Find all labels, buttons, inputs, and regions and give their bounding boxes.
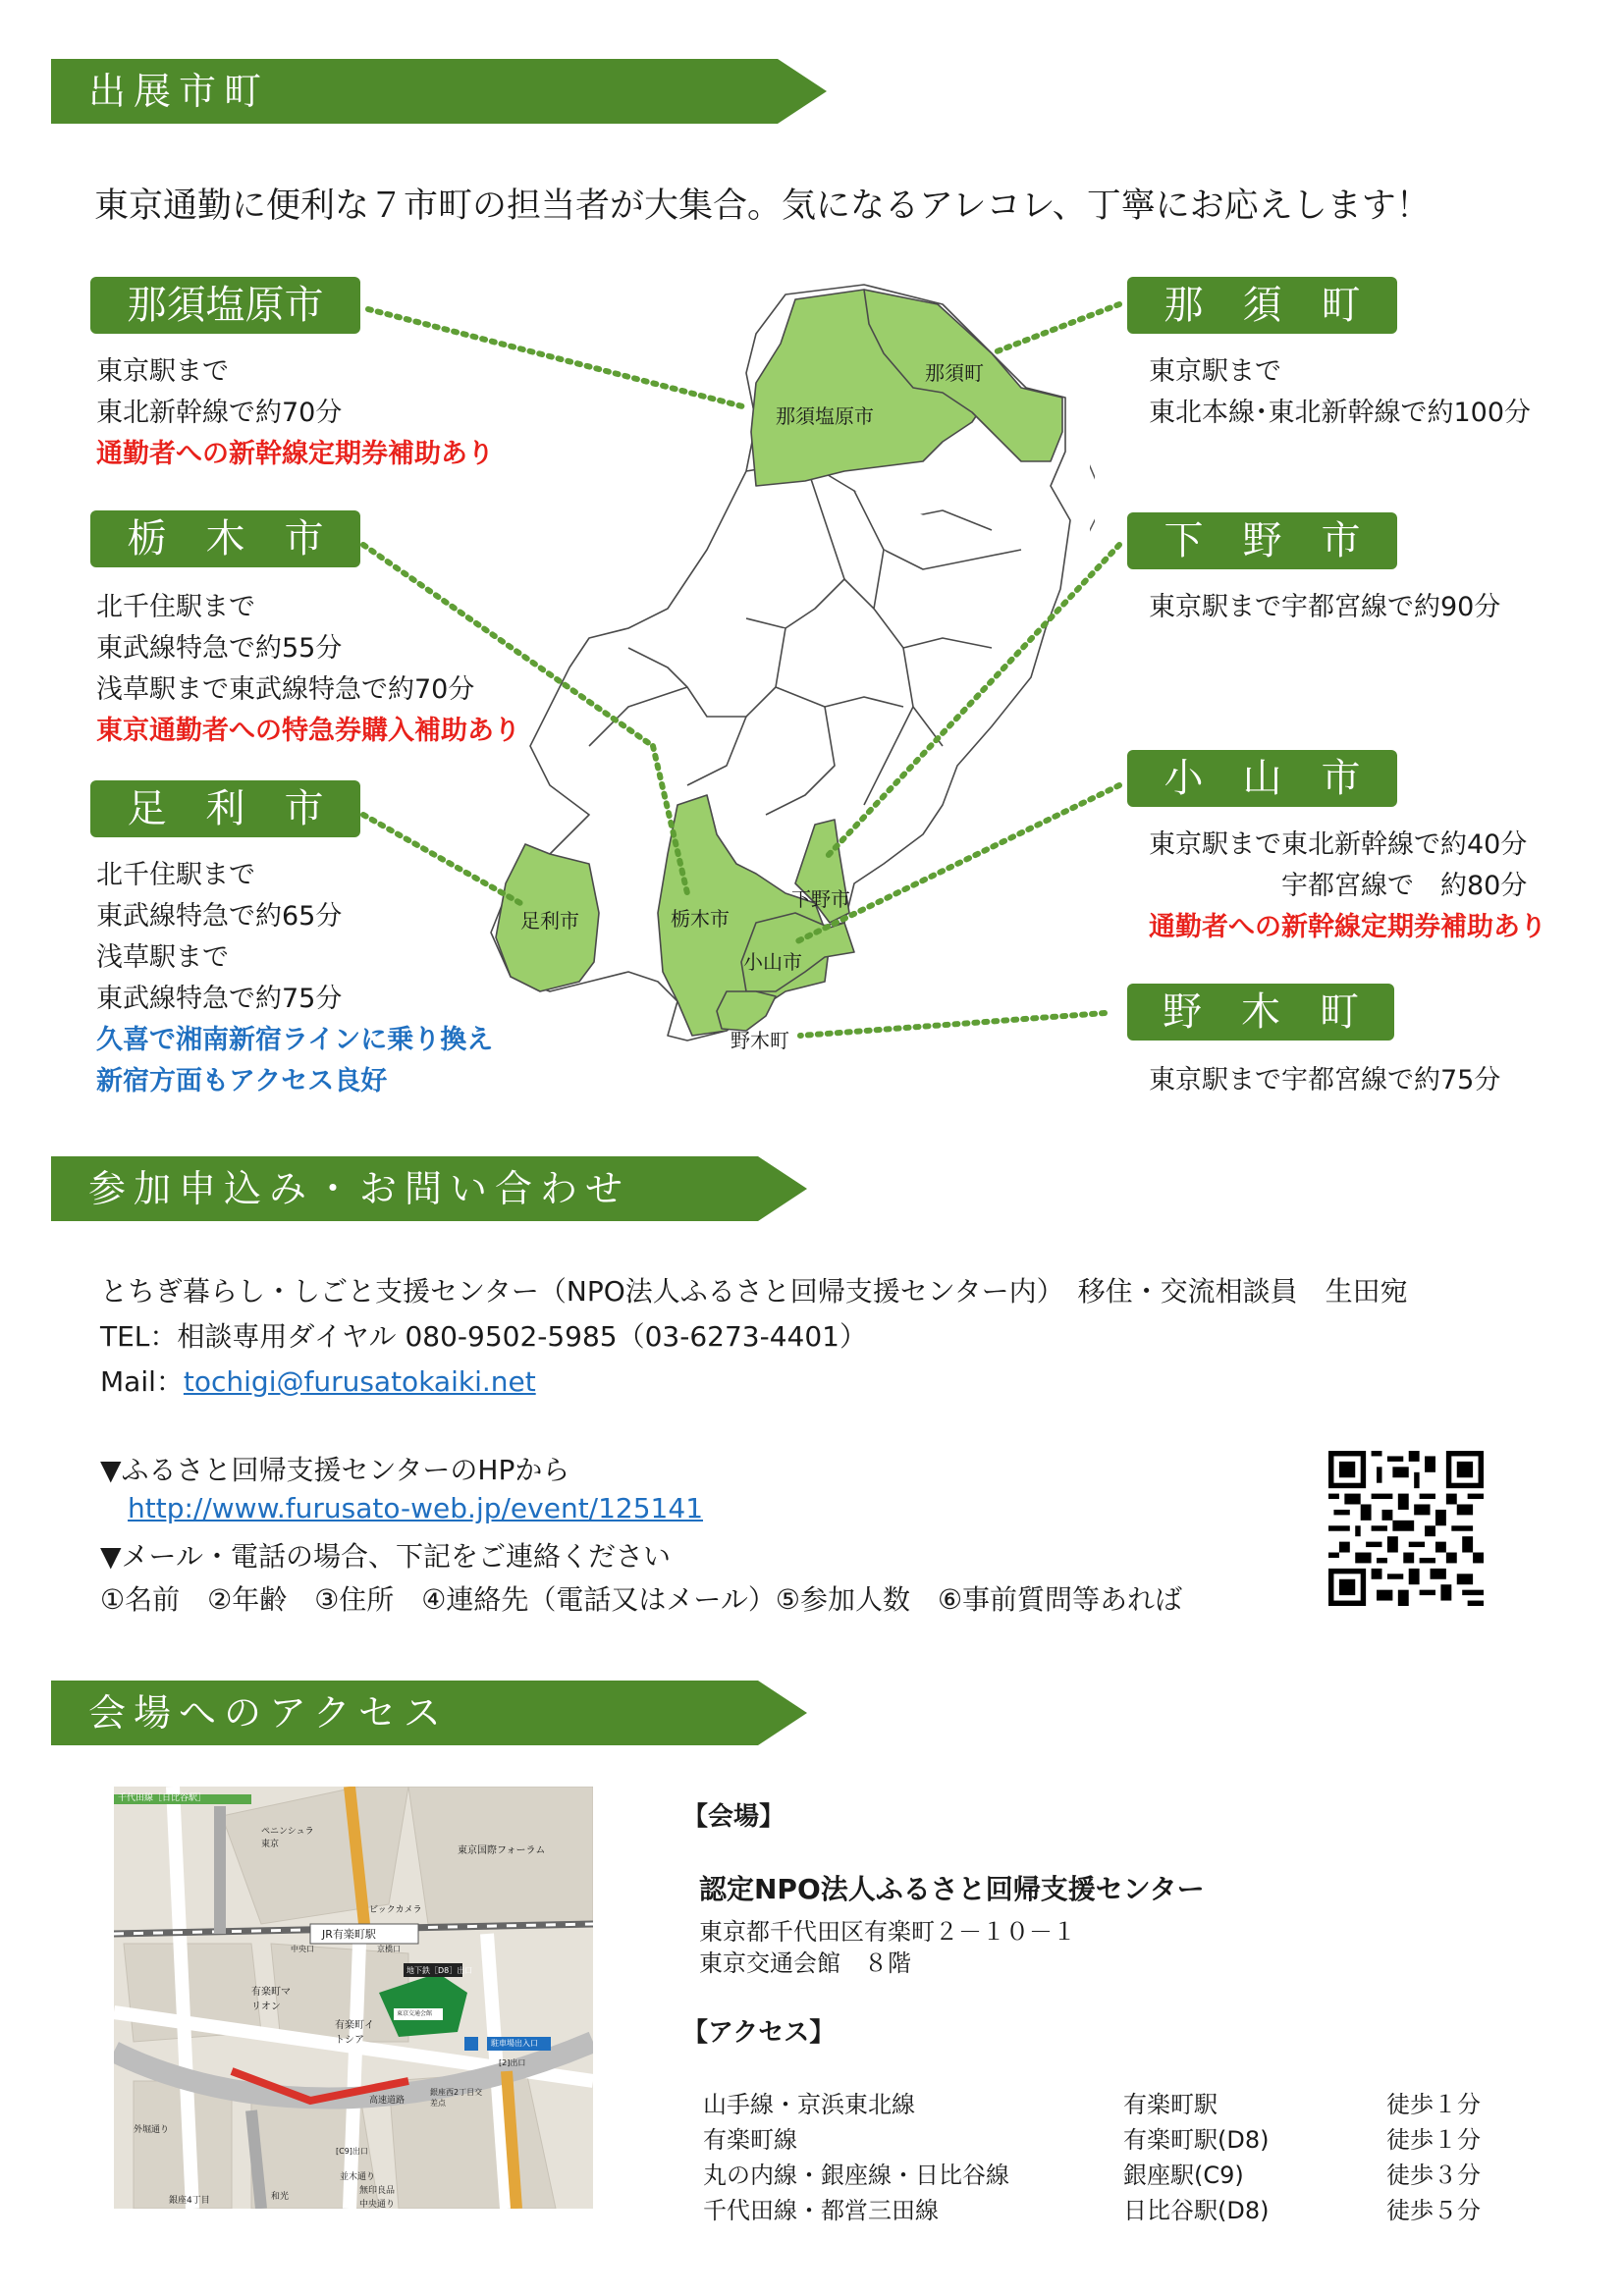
map-label-ginza4: 銀座4丁目 bbox=[169, 2196, 210, 2206]
info-nasu: 東京駅まで 東北本線･東北新幹線で約100分 bbox=[1149, 356, 1532, 428]
map-label-chiyoda: 千代田線［日比谷駅］ bbox=[118, 1793, 207, 1803]
map-label-kotsu: 東京交通会館 bbox=[397, 2010, 433, 2017]
phone-label: ▼メール・電話の場合、下記をご連絡ください bbox=[100, 1540, 671, 1573]
contact-org: とちぎ暮らし・しごと支援センター（NPO法人ふるさと回帰支援センター内） 移住・交流相談員 生田宛 bbox=[100, 1275, 1408, 1308]
contact-mail-row bbox=[100, 1361, 536, 1400]
venue-address1: 東京都千代田区有楽町２－１０－１ bbox=[699, 1918, 1076, 1946]
map-label-mujirushi: 無印良品 bbox=[359, 2186, 396, 2196]
info-nasushiobara: 東京駅まで 東北新幹線で約70分 通勤者への新幹線定期券補助あり bbox=[96, 356, 494, 469]
badge-nasushiobara: 那須塩原市 bbox=[90, 277, 360, 334]
route-walk-0: 徒歩１分 bbox=[1386, 2091, 1481, 2118]
map-label-shimotsuke: 下野市 bbox=[791, 887, 850, 911]
badge-nasu: 那 須 町 bbox=[1127, 277, 1397, 334]
map-label-parking: 駐車場出入口 bbox=[491, 2039, 538, 2048]
map-label-kyobashi-exit: 京橋口 bbox=[377, 1945, 401, 1953]
access-label: 【アクセス】 bbox=[682, 2018, 836, 2048]
map-label-exit2: [2]出口 bbox=[499, 2058, 526, 2067]
map-label-sotobori: 外堀通り bbox=[134, 2125, 170, 2135]
map-label-itocia: 有楽町イトシア bbox=[335, 2020, 374, 2046]
section-title: 会場へのアクセス bbox=[88, 1691, 449, 1735]
badge-shimotsuke: 下 野 市 bbox=[1127, 512, 1397, 569]
map-label-tochigi: 栃木市 bbox=[671, 907, 730, 931]
map-label-oyama: 小山市 bbox=[743, 950, 802, 974]
route-walk-2: 徒歩３分 bbox=[1386, 2162, 1481, 2189]
info-oyama: 東京駅まで東北新幹線で約40分 宇都宮線で 約80分 通勤者への新幹線定期券補助あり bbox=[1149, 829, 1546, 942]
badge-ashikaga: 足 利 市 bbox=[90, 780, 360, 837]
section-header-application bbox=[51, 1156, 807, 1221]
route-line-1: 有楽町線 bbox=[703, 2126, 797, 2154]
route-station-3: 日比谷駅(D8) bbox=[1123, 2197, 1270, 2224]
map-label-nasu: 那須町 bbox=[925, 361, 984, 385]
info-shimotsuke: 東京駅まで宇都宮線で約90分 bbox=[1149, 592, 1501, 622]
map-label-subway: 地下鉄［D8］出口 bbox=[406, 1966, 473, 1975]
map-label-c9: [C9]出口 bbox=[336, 2147, 368, 2156]
route-walk-3: 徒歩５分 bbox=[1386, 2197, 1481, 2224]
required-items: ①名前 ②年齢 ③住所 ④連絡先（電話又はメール）⑤参加人数 ⑥事前質問等あれば bbox=[100, 1583, 1183, 1616]
route-line-3: 千代田線・都営三田線 bbox=[703, 2197, 939, 2224]
contact-tel: TEL：相談専用ダイヤル 080-9502-5985（03-6273-4401） bbox=[100, 1320, 867, 1353]
map-label-nogi: 野木町 bbox=[731, 1029, 789, 1052]
badge-tochigi: 栃 木 市 bbox=[90, 510, 360, 567]
info-nogi: 東京駅まで宇都宮線で約75分 bbox=[1149, 1065, 1501, 1095]
map-label-peninsula: ペニンシュラ東京 bbox=[261, 1827, 314, 1849]
route-walk-1: 徒歩１分 bbox=[1386, 2126, 1481, 2154]
route-station-0: 有楽町駅 bbox=[1123, 2091, 1218, 2118]
venue-label: 【会場】 bbox=[682, 1802, 785, 1832]
map-label-marion: 有楽町マリオン bbox=[251, 1987, 291, 2012]
route-station-1: 有楽町駅(D8) bbox=[1123, 2126, 1270, 2154]
section-title: 参加申込み・お問い合わせ bbox=[88, 1167, 631, 1210]
badge-oyama: 小 山 市 bbox=[1127, 750, 1397, 807]
map-label-namiki: 並木通り bbox=[340, 2172, 376, 2182]
access-map bbox=[114, 1787, 593, 2209]
venue-address2: 東京交通会館 ８階 bbox=[699, 1949, 911, 1977]
qr-code-icon[interactable] bbox=[1328, 1451, 1484, 1606]
hp-label: ▼ふるさと回帰支援センターのHPから bbox=[100, 1454, 570, 1486]
section-title: 出展市町 bbox=[88, 70, 270, 113]
mail-label: Mail： bbox=[100, 1365, 184, 1398]
map-label-bic: ビックカメラ bbox=[369, 1905, 422, 1915]
map-label-forum: 東京国際フォーラム bbox=[458, 1845, 546, 1856]
map-label-jr-station: JR有楽町駅 bbox=[322, 1928, 376, 1941]
route-station-2: 銀座駅(C9) bbox=[1123, 2162, 1244, 2189]
map-label-ashikaga: 足利市 bbox=[520, 909, 579, 933]
map-label-koso: 高速道路 bbox=[369, 2096, 406, 2106]
info-ashikaga: 北千住駅まで 東武線特急で約65分 浅草駅まで 東武線特急で約75分 久喜で湘南新宿ラインに乗り換え 新宿方面もアクセス良好 bbox=[96, 860, 494, 1096]
mail-link[interactable]: tochigi@furusatokaiki.net bbox=[183, 1365, 536, 1398]
intro-text: 東京通勤に便利な７市町の担当者が大集合。気になるアレコレ、丁寧にお応えします！ bbox=[94, 187, 1431, 226]
section-header-access bbox=[51, 1681, 807, 1745]
map-label-wako: 和光 bbox=[271, 2192, 290, 2202]
info-tochigi: 北千住駅まで 東武線特急で約55分 浅草駅まで東武線特急で約70分 東京通勤者への特急券購入補助あり bbox=[96, 592, 520, 746]
route-line-2: 丸の内線・銀座線・日比谷線 bbox=[703, 2162, 1009, 2189]
map-label-chuo-exit: 中央口 bbox=[291, 1945, 314, 1953]
map-label-ginza27: 銀座西2丁目交差点 bbox=[430, 2088, 483, 2108]
badge-nogi: 野 木 町 bbox=[1127, 984, 1394, 1041]
map-label-nasushiobara: 那須塩原市 bbox=[776, 404, 874, 428]
venue-name: 認定NPO法人ふるさと回帰支援センター bbox=[699, 1873, 1205, 1905]
route-line-0: 山手線・京浜東北線 bbox=[703, 2091, 915, 2118]
map-label-chuo-dori: 中央通り bbox=[359, 2200, 396, 2209]
hp-link[interactable]: http://www.furusato-web.jp/event/125141 bbox=[128, 1492, 704, 1524]
